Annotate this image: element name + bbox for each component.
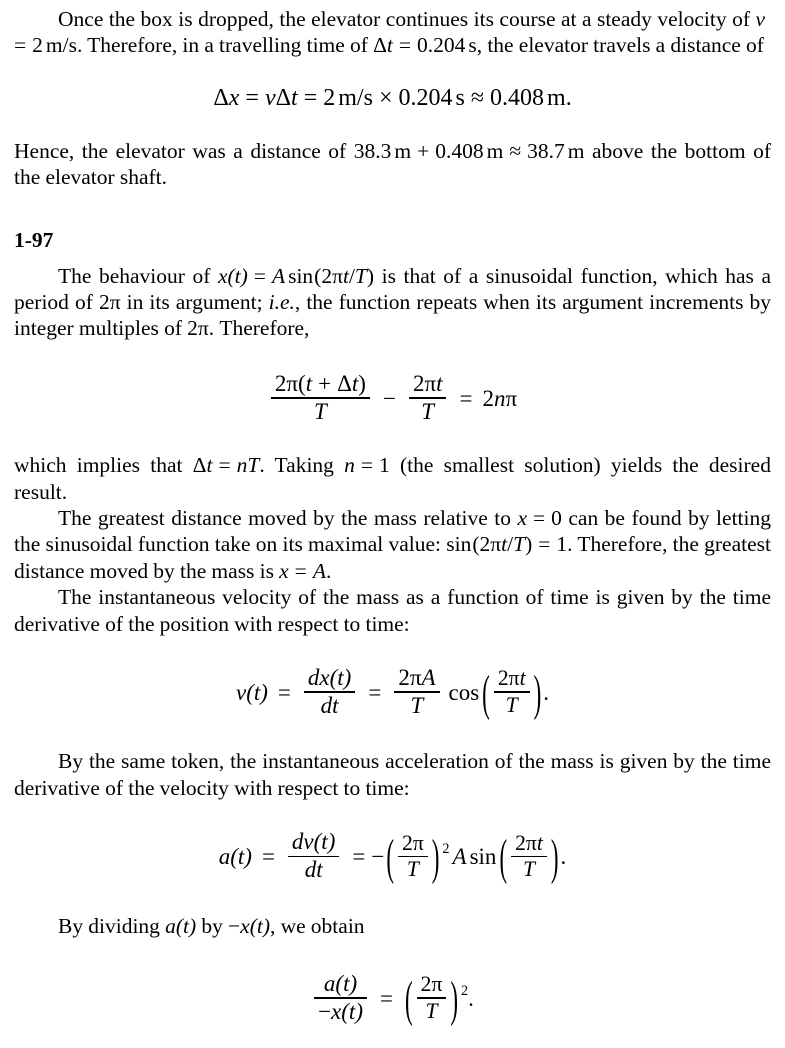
numerator bbox=[511, 832, 547, 856]
fraction-2pi-t-over-T bbox=[409, 372, 447, 424]
of-t: (t) bbox=[249, 913, 271, 938]
approx-sign: ≈ bbox=[470, 84, 485, 111]
text-run: , the function repeats when its argument increments by integer multiples of bbox=[14, 290, 772, 341]
paren-close: ) bbox=[533, 666, 542, 721]
paren-open: ( bbox=[298, 370, 306, 396]
spacer bbox=[14, 637, 771, 666]
value-2: 2 bbox=[497, 666, 509, 691]
x-symbol: x bbox=[279, 558, 289, 583]
v-symbol: v bbox=[264, 84, 276, 111]
period: . bbox=[468, 985, 474, 1011]
period: . bbox=[565, 84, 572, 111]
denominator bbox=[301, 857, 327, 882]
approx-sign: ≈ bbox=[509, 138, 522, 163]
fraction-2pi-t-plus-dt-over-T bbox=[271, 372, 370, 424]
spacer bbox=[14, 342, 771, 372]
inline-math-velocity: v= 2 m/s bbox=[14, 7, 765, 58]
denominator-T: T bbox=[421, 398, 435, 424]
text-run: (the smallest solution) yields the desired result. bbox=[14, 453, 771, 504]
minus-sign: − bbox=[228, 913, 241, 938]
delta-symbol: Δ bbox=[337, 370, 352, 396]
numerator bbox=[409, 372, 447, 397]
denominator-T: T bbox=[522, 857, 535, 882]
value-0204: 0.204 bbox=[398, 84, 453, 111]
inline-math-x-equals-0 bbox=[517, 506, 561, 530]
paragraph-greatest-distance bbox=[14, 505, 771, 584]
paren-close: ) bbox=[358, 370, 366, 396]
denominator-T: T bbox=[505, 693, 518, 717]
paragraph-instantaneous-velocity: The instantaneous velocity of the mass as a function of time is given by the time derivative of the position with respect to time: bbox=[14, 585, 771, 636]
numerator bbox=[398, 832, 428, 856]
spacer bbox=[14, 801, 771, 830]
spacer bbox=[14, 191, 771, 227]
sin-operator: sin bbox=[469, 843, 497, 869]
x-symbol: x bbox=[228, 84, 240, 111]
inline-math-sin-equals-1 bbox=[446, 532, 567, 556]
numerator bbox=[494, 667, 530, 691]
fraction-dx-over-dt bbox=[304, 666, 355, 718]
denominator bbox=[314, 999, 367, 1024]
times-sign: × bbox=[378, 84, 393, 111]
unit-seconds: s bbox=[455, 84, 465, 111]
value-2: 2 bbox=[412, 370, 425, 396]
fraction-2piA-over-T bbox=[394, 666, 439, 718]
spacer bbox=[14, 718, 771, 748]
period-T: T bbox=[354, 263, 367, 288]
equals-sign: = bbox=[277, 679, 291, 705]
of-t: (t) bbox=[246, 679, 268, 705]
text-run: which implies that bbox=[14, 453, 193, 478]
v-symbol: v bbox=[303, 829, 314, 855]
fraction-2pit-over-T bbox=[494, 667, 530, 716]
of-t: (t) bbox=[335, 970, 358, 996]
d-symbol: d bbox=[320, 693, 333, 718]
fraction-a-over-minus-x bbox=[314, 972, 367, 1024]
text-run: The behaviour of bbox=[58, 263, 218, 288]
amplitude-A: A bbox=[421, 665, 436, 691]
value-387: 38.7 bbox=[527, 138, 565, 163]
t-symbol: t bbox=[291, 84, 298, 111]
denominator-T: T bbox=[410, 693, 424, 718]
sin-operator: sin bbox=[288, 263, 314, 288]
pi-symbol: π bbox=[332, 263, 343, 288]
text-run: . Therefore, in a travelling time of bbox=[76, 33, 374, 58]
inline-math-position-function bbox=[218, 264, 374, 288]
value-2: 2 bbox=[482, 385, 494, 411]
a-symbol: a bbox=[218, 843, 231, 869]
pi-symbol: π bbox=[286, 370, 299, 396]
of-t: (t) bbox=[341, 998, 363, 1024]
paren-close: ) bbox=[431, 830, 440, 885]
value-2: 2 bbox=[402, 830, 413, 855]
slash: / bbox=[507, 532, 514, 557]
plus-sign: + bbox=[417, 138, 430, 163]
exponent-2: 2 bbox=[461, 982, 469, 999]
paren-open: ( bbox=[499, 830, 508, 885]
unit-meters: m bbox=[547, 84, 566, 111]
equation-period-argument bbox=[14, 372, 771, 424]
d-symbol: d bbox=[291, 829, 304, 855]
equals-sign: = bbox=[360, 453, 374, 478]
spacer bbox=[14, 59, 771, 86]
d-symbol: d bbox=[307, 665, 320, 691]
text-run: can be found by letting the sinusoidal function take on its maximal value: bbox=[14, 506, 771, 557]
spacer bbox=[14, 424, 771, 452]
denominator-T: T bbox=[314, 398, 327, 424]
paragraph-instantaneous-acceleration: By the same token, the instantaneous acceleration of the mass is given by the time derivative of the velocity with respect to time: bbox=[14, 749, 771, 800]
of-t: (t) bbox=[175, 913, 197, 938]
paren-close: ) bbox=[450, 972, 459, 1027]
paragraph-sinusoidal-behaviour bbox=[14, 263, 771, 342]
pi-symbol: π bbox=[505, 385, 518, 411]
inline-math-a-of-t bbox=[165, 914, 196, 938]
equals-sign: = bbox=[352, 843, 366, 869]
inline-math-distance-sum bbox=[354, 139, 585, 163]
a-symbol: a bbox=[165, 913, 176, 938]
minus-sign: − bbox=[318, 998, 332, 1024]
t-symbol: t bbox=[536, 830, 543, 855]
inline-math-delta-t: Δt = 0.204 s bbox=[373, 33, 477, 58]
amplitude-A: A bbox=[452, 843, 467, 869]
numerator bbox=[288, 830, 339, 855]
text-run: above the bottom of the elevator shaft. bbox=[14, 138, 771, 190]
paragraph-dividing bbox=[14, 913, 771, 939]
denominator-T: T bbox=[406, 857, 419, 882]
paragraph-implies-delta-t bbox=[14, 452, 771, 505]
t-symbol: t bbox=[436, 370, 443, 396]
v-symbol: v bbox=[235, 679, 247, 705]
delta-symbol: Δ bbox=[275, 84, 292, 111]
text-run: in its argument; bbox=[120, 290, 269, 315]
t-symbol: t bbox=[332, 693, 339, 718]
text-run: Once the box is dropped, the elevator continues its course at a steady velocity of bbox=[58, 7, 756, 31]
t-symbol: t bbox=[519, 666, 526, 691]
of-t: (t) bbox=[227, 263, 248, 288]
pi-symbol: π bbox=[490, 532, 502, 557]
exponent-2: 2 bbox=[442, 840, 450, 857]
period-T: T bbox=[513, 532, 526, 557]
spacer bbox=[14, 939, 771, 972]
arg-open: (2 bbox=[314, 263, 333, 288]
unit-meters: m bbox=[394, 138, 412, 163]
pi-symbol: π bbox=[409, 665, 422, 691]
equals-sign: = bbox=[261, 843, 275, 869]
delta-symbol: Δ bbox=[213, 84, 229, 111]
equals-sign: = bbox=[368, 679, 382, 705]
t-symbol: t bbox=[351, 370, 359, 396]
amplitude-A: A bbox=[312, 558, 326, 583]
value-0: 0 bbox=[551, 506, 562, 530]
value-2: 2 bbox=[274, 370, 287, 396]
inline-math-n-equals-1 bbox=[344, 453, 390, 477]
value-383: 38.3 bbox=[353, 138, 392, 163]
x-symbol: x bbox=[331, 998, 342, 1024]
inline-math-delta-t-nT bbox=[193, 453, 260, 477]
a-symbol: a bbox=[323, 970, 336, 996]
arg-close: ) bbox=[525, 532, 533, 557]
equation-velocity bbox=[14, 665, 771, 721]
unit-meters: m bbox=[486, 138, 504, 163]
text-run: Hence, the elevator was a distance of bbox=[14, 138, 354, 163]
text-run: . Therefore, the greatest distance moved by the mass is bbox=[14, 532, 771, 583]
sin-operator: sin bbox=[446, 532, 472, 557]
text-run: By dividing bbox=[58, 913, 166, 938]
italic-ie: i.e. bbox=[268, 290, 295, 315]
arg-close: ) bbox=[366, 263, 375, 288]
spacer bbox=[14, 110, 771, 138]
paragraph-elevator-course bbox=[14, 0, 771, 59]
denominator bbox=[317, 693, 343, 718]
equation-delta-x bbox=[14, 86, 771, 110]
inline-math-x-equals-A bbox=[279, 559, 326, 583]
text-run: The greatest distance moved by the mass relative to bbox=[58, 506, 518, 530]
text-run: , we obtain bbox=[270, 913, 365, 938]
paren-close: ) bbox=[550, 830, 559, 885]
t-symbol: t bbox=[342, 263, 349, 288]
text-run: is that of a sinusoidal function, which has a period of bbox=[14, 263, 771, 315]
equals-sign: = bbox=[379, 985, 393, 1011]
n-symbol: n bbox=[236, 453, 248, 478]
value-0408: 0.408 bbox=[435, 138, 484, 163]
arg-open: (2 bbox=[472, 532, 491, 557]
equals-sign: = bbox=[218, 453, 231, 478]
x-symbol: x bbox=[319, 665, 330, 691]
text-run: . Therefore, bbox=[208, 316, 310, 341]
t-symbol: t bbox=[316, 857, 323, 883]
x-symbol: x bbox=[240, 913, 250, 938]
unit-meters-per-second: m/s bbox=[338, 84, 373, 111]
period: . bbox=[560, 843, 567, 869]
amplitude-A: A bbox=[271, 263, 286, 288]
delta-symbol: Δ bbox=[192, 453, 207, 478]
paren-open: ( bbox=[404, 972, 413, 1027]
paren-open: ( bbox=[482, 666, 490, 721]
x-symbol: x bbox=[217, 263, 228, 288]
equals-sign: = bbox=[533, 506, 546, 530]
text-column bbox=[14, 0, 772, 1027]
equals-sign: = bbox=[538, 532, 551, 557]
unit-meters: m bbox=[567, 138, 585, 163]
x-symbol: x bbox=[517, 506, 527, 530]
plus-sign: + bbox=[318, 370, 332, 396]
denominator-T: T bbox=[425, 998, 438, 1023]
value-1: 1 bbox=[379, 453, 390, 478]
value-2: 2 bbox=[398, 665, 410, 691]
value-1: 1 bbox=[556, 532, 568, 557]
pi-symbol: π bbox=[508, 666, 520, 691]
minus-sign: − bbox=[371, 843, 385, 869]
value-0408: 0.408 bbox=[490, 84, 545, 111]
paren-open: ( bbox=[386, 830, 394, 885]
pi-symbol: π bbox=[424, 370, 437, 396]
fraction-2pi-over-T bbox=[417, 973, 447, 1022]
numerator bbox=[304, 666, 355, 691]
pi-symbol: π bbox=[412, 830, 424, 855]
text-run: . Taking bbox=[259, 453, 345, 478]
t-symbol: t bbox=[305, 370, 313, 396]
cos-operator: cos bbox=[448, 679, 480, 705]
of-t: (t) bbox=[230, 843, 252, 869]
numerator bbox=[417, 973, 447, 997]
value-2: 2 bbox=[323, 84, 336, 111]
inline-math-2pi: 2π bbox=[98, 290, 121, 315]
slash: / bbox=[348, 263, 355, 288]
d-symbol: d bbox=[304, 857, 317, 883]
n-symbol: n bbox=[493, 385, 506, 411]
inline-math-2pi: 2π bbox=[187, 316, 209, 341]
value-2: 2 bbox=[420, 972, 432, 997]
spacer bbox=[14, 253, 771, 263]
equals-sign: = bbox=[245, 84, 259, 111]
fraction-2pit-over-T bbox=[511, 832, 547, 881]
equals-sign: = bbox=[303, 84, 318, 111]
paragraph-hence-elevator-distance bbox=[14, 138, 771, 191]
period: . bbox=[543, 679, 550, 705]
pi-symbol: π bbox=[431, 972, 443, 997]
numerator bbox=[394, 666, 439, 691]
fraction-dv-over-dt bbox=[288, 830, 339, 882]
text-run: . bbox=[325, 558, 332, 583]
value-2: 2 bbox=[515, 830, 526, 855]
t-symbol: t bbox=[206, 453, 213, 478]
numerator bbox=[320, 972, 361, 997]
spacer bbox=[14, 883, 771, 913]
pi-symbol: π bbox=[525, 830, 537, 855]
period-T: T bbox=[247, 453, 260, 478]
inline-math-minus-x-of-t bbox=[228, 914, 270, 938]
n-symbol: n bbox=[344, 453, 355, 478]
equals-sign: = bbox=[253, 263, 266, 288]
numerator bbox=[271, 372, 370, 397]
equation-acceleration bbox=[14, 829, 771, 885]
fraction-2pi-over-T bbox=[398, 832, 428, 881]
minus-sign: − bbox=[382, 385, 396, 411]
t-symbol: t bbox=[501, 532, 508, 557]
equals-sign: = bbox=[459, 385, 473, 411]
of-t: (t) bbox=[313, 829, 336, 855]
text-run: , the elevator travels a distance of bbox=[476, 33, 764, 58]
section-heading: 1-97 bbox=[14, 227, 54, 252]
text-run: by bbox=[196, 913, 229, 938]
equals-sign: = bbox=[294, 558, 307, 583]
of-t: (t) bbox=[329, 665, 352, 691]
equation-ratio bbox=[14, 970, 771, 1027]
